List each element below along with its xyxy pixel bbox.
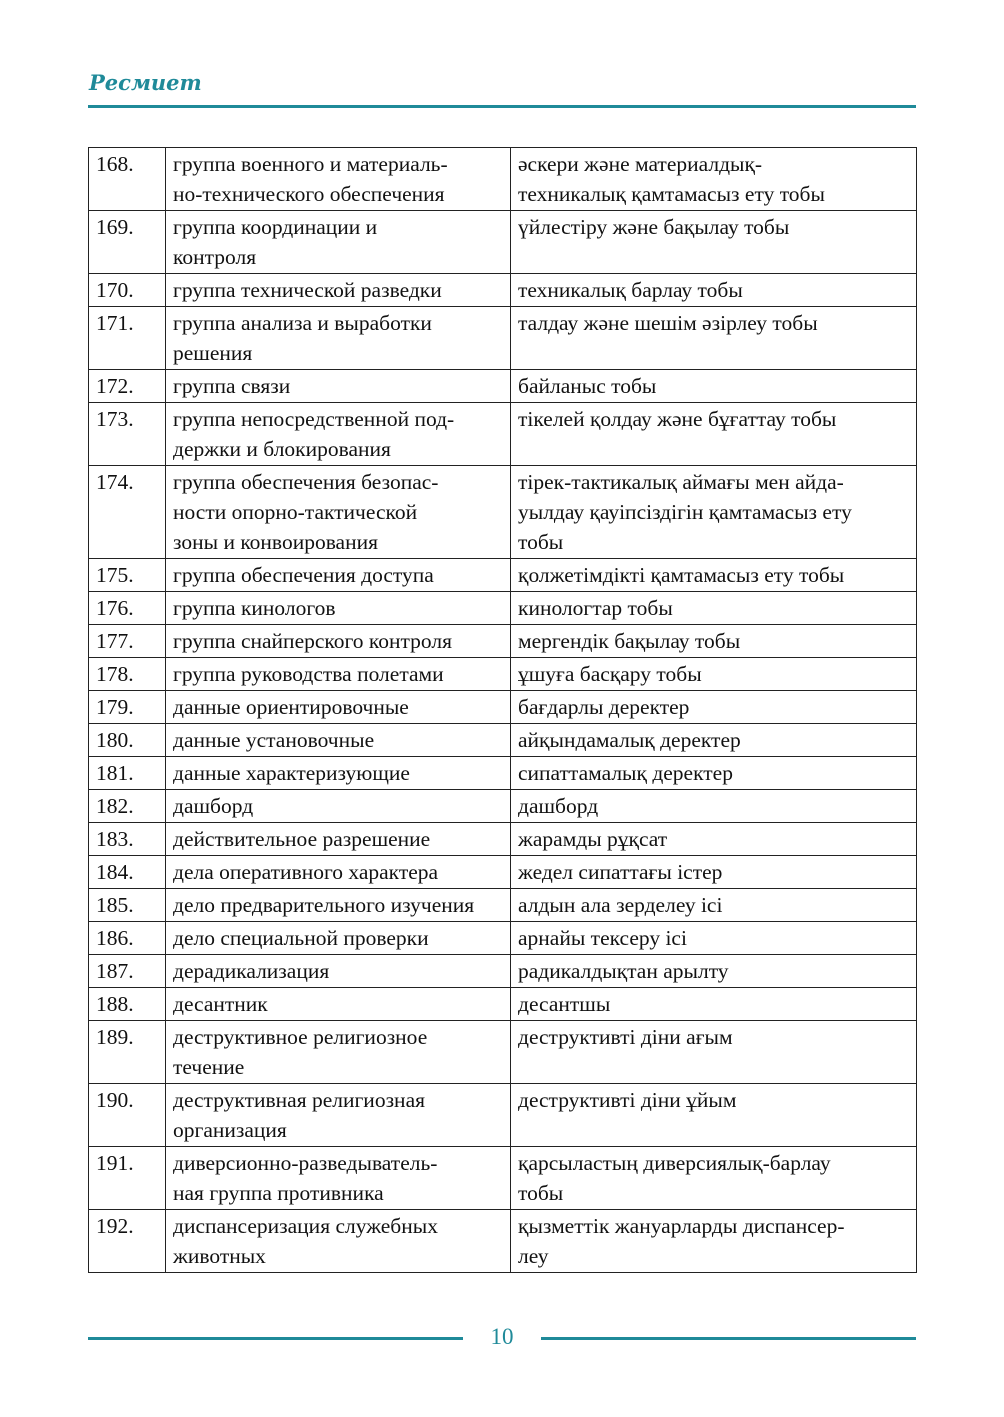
table-row [89, 823, 917, 856]
kazakh-term-cell: байланыс тобы [511, 370, 917, 403]
table-row [89, 724, 917, 757]
russian-term-cell: данные ориентировочные [166, 691, 511, 724]
kazakh-term-cell: арнайы тексеру ісі [511, 922, 917, 955]
table-row [89, 790, 917, 823]
table-row [89, 757, 917, 790]
term-number-cell: 189. [89, 1021, 166, 1084]
russian-term-cell: группа непосредственной под- держки и блокирования [166, 403, 511, 466]
kazakh-term-cell: талдау және шешім әзірлеу тобы [511, 307, 917, 370]
term-number-cell: 192. [89, 1210, 166, 1273]
kazakh-term-cell: ұшуға басқару тобы [511, 658, 917, 691]
term-number-cell: 168. [89, 148, 166, 211]
term-number-cell: 177. [89, 625, 166, 658]
term-number-cell: 170. [89, 274, 166, 307]
kazakh-term-cell: қарсыластың диверсиялық-барлау тобы [511, 1147, 917, 1210]
russian-term-cell: действительное разрешение [166, 823, 511, 856]
table-row [89, 370, 917, 403]
kazakh-term-cell: сипаттамалық деректер [511, 757, 917, 790]
russian-term-cell: деструктивная религиозная организация [166, 1084, 511, 1147]
kazakh-term-cell: жедел сипаттағы істер [511, 856, 917, 889]
russian-term-cell: группа технической разведки [166, 274, 511, 307]
kazakh-term-cell: әскери және материалдық- техникалық қамтамасыз ету тобы [511, 148, 917, 211]
russian-term-cell: группа кинологов [166, 592, 511, 625]
page-number: 10 [490, 1324, 514, 1349]
russian-term-cell: группа анализа и выработки решения [166, 307, 511, 370]
table-row [89, 955, 917, 988]
term-number-cell: 173. [89, 403, 166, 466]
russian-term-cell: деструктивное религиозное течение [166, 1021, 511, 1084]
table-row [89, 856, 917, 889]
russian-term-cell: группа обеспечения безопас- ности опорно-тактической зоны и конвоирования [166, 466, 511, 559]
table-row [89, 403, 917, 466]
table-row [89, 1147, 917, 1210]
table-row [89, 148, 917, 211]
term-number-cell: 171. [89, 307, 166, 370]
table-row [89, 1021, 917, 1084]
table-row [89, 1210, 917, 1273]
table-row [89, 466, 917, 559]
term-number-cell: 191. [89, 1147, 166, 1210]
russian-term-cell: группа военного и материаль- но-технического обеспечения [166, 148, 511, 211]
russian-term-cell: данные установочные [166, 724, 511, 757]
kazakh-term-cell: десантшы [511, 988, 917, 1021]
term-number-cell: 179. [89, 691, 166, 724]
kazakh-term-cell: үйлестіру және бақылау тобы [511, 211, 917, 274]
term-number-cell: 188. [89, 988, 166, 1021]
kazakh-term-cell: техникалық барлау тобы [511, 274, 917, 307]
kazakh-term-cell: мергендік бақылау тобы [511, 625, 917, 658]
russian-term-cell: диверсионно-разведыватель- ная группа противника [166, 1147, 511, 1210]
term-number-cell: 181. [89, 757, 166, 790]
russian-term-cell: группа обеспечения доступа [166, 559, 511, 592]
kazakh-term-cell: радикалдықтан арылту [511, 955, 917, 988]
kazakh-term-cell: қызметтік жануарларды диспансер- леу [511, 1210, 917, 1273]
kazakh-term-cell: тікелей қолдау және бұғаттау тобы [511, 403, 917, 466]
russian-term-cell: группа руководства полетами [166, 658, 511, 691]
russian-term-cell: группа связи [166, 370, 511, 403]
russian-term-cell: десантник [166, 988, 511, 1021]
glossary-table-body [89, 148, 917, 1273]
kazakh-term-cell: тірек-тактикалық аймағы мен айда- уылдау қауіпсіздігін қамтамасыз ету тобы [511, 466, 917, 559]
table-row [89, 658, 917, 691]
footer-divider-right [541, 1337, 916, 1340]
kazakh-term-cell: қолжетімдікті қамтамасыз ету тобы [511, 559, 917, 592]
term-number-cell: 169. [89, 211, 166, 274]
term-number-cell: 186. [89, 922, 166, 955]
kazakh-term-cell: жарамды рұқсат [511, 823, 917, 856]
kazakh-term-cell: алдын ала зерделеу ісі [511, 889, 917, 922]
table-row [89, 889, 917, 922]
table-row [89, 559, 917, 592]
russian-term-cell: дело предварительного изучения [166, 889, 511, 922]
table-row [89, 625, 917, 658]
term-number-cell: 180. [89, 724, 166, 757]
russian-term-cell: дело специальной проверки [166, 922, 511, 955]
kazakh-term-cell: деструктивті діни ұйым [511, 1084, 917, 1147]
russian-term-cell: данные характеризующие [166, 757, 511, 790]
term-number-cell: 185. [89, 889, 166, 922]
table-row [89, 274, 917, 307]
term-number-cell: 187. [89, 955, 166, 988]
term-number-cell: 174. [89, 466, 166, 559]
table-row [89, 1084, 917, 1147]
term-number-cell: 172. [89, 370, 166, 403]
kazakh-term-cell: айқындамалық деректер [511, 724, 917, 757]
kazakh-term-cell: бағдарлы деректер [511, 691, 917, 724]
glossary-table [88, 147, 917, 1273]
table-row [89, 211, 917, 274]
term-number-cell: 183. [89, 823, 166, 856]
table-row [89, 691, 917, 724]
table-row [89, 988, 917, 1021]
header-divider [88, 105, 916, 108]
page-header-title: Ресмиет [89, 70, 202, 95]
term-number-cell: 176. [89, 592, 166, 625]
table-row [89, 592, 917, 625]
russian-term-cell: дашборд [166, 790, 511, 823]
kazakh-term-cell: дашборд [511, 790, 917, 823]
russian-term-cell: диспансеризация служебных животных [166, 1210, 511, 1273]
russian-term-cell: дела оперативного характера [166, 856, 511, 889]
russian-term-cell: группа координации и контроля [166, 211, 511, 274]
term-number-cell: 175. [89, 559, 166, 592]
term-number-cell: 190. [89, 1084, 166, 1147]
russian-term-cell: дерадикализация [166, 955, 511, 988]
table-row [89, 922, 917, 955]
term-number-cell: 182. [89, 790, 166, 823]
term-number-cell: 184. [89, 856, 166, 889]
russian-term-cell: группа снайперского контроля [166, 625, 511, 658]
kazakh-term-cell: деструктивті діни ағым [511, 1021, 917, 1084]
footer-divider-left [88, 1337, 463, 1340]
kazakh-term-cell: кинологтар тобы [511, 592, 917, 625]
term-number-cell: 178. [89, 658, 166, 691]
table-row [89, 307, 917, 370]
